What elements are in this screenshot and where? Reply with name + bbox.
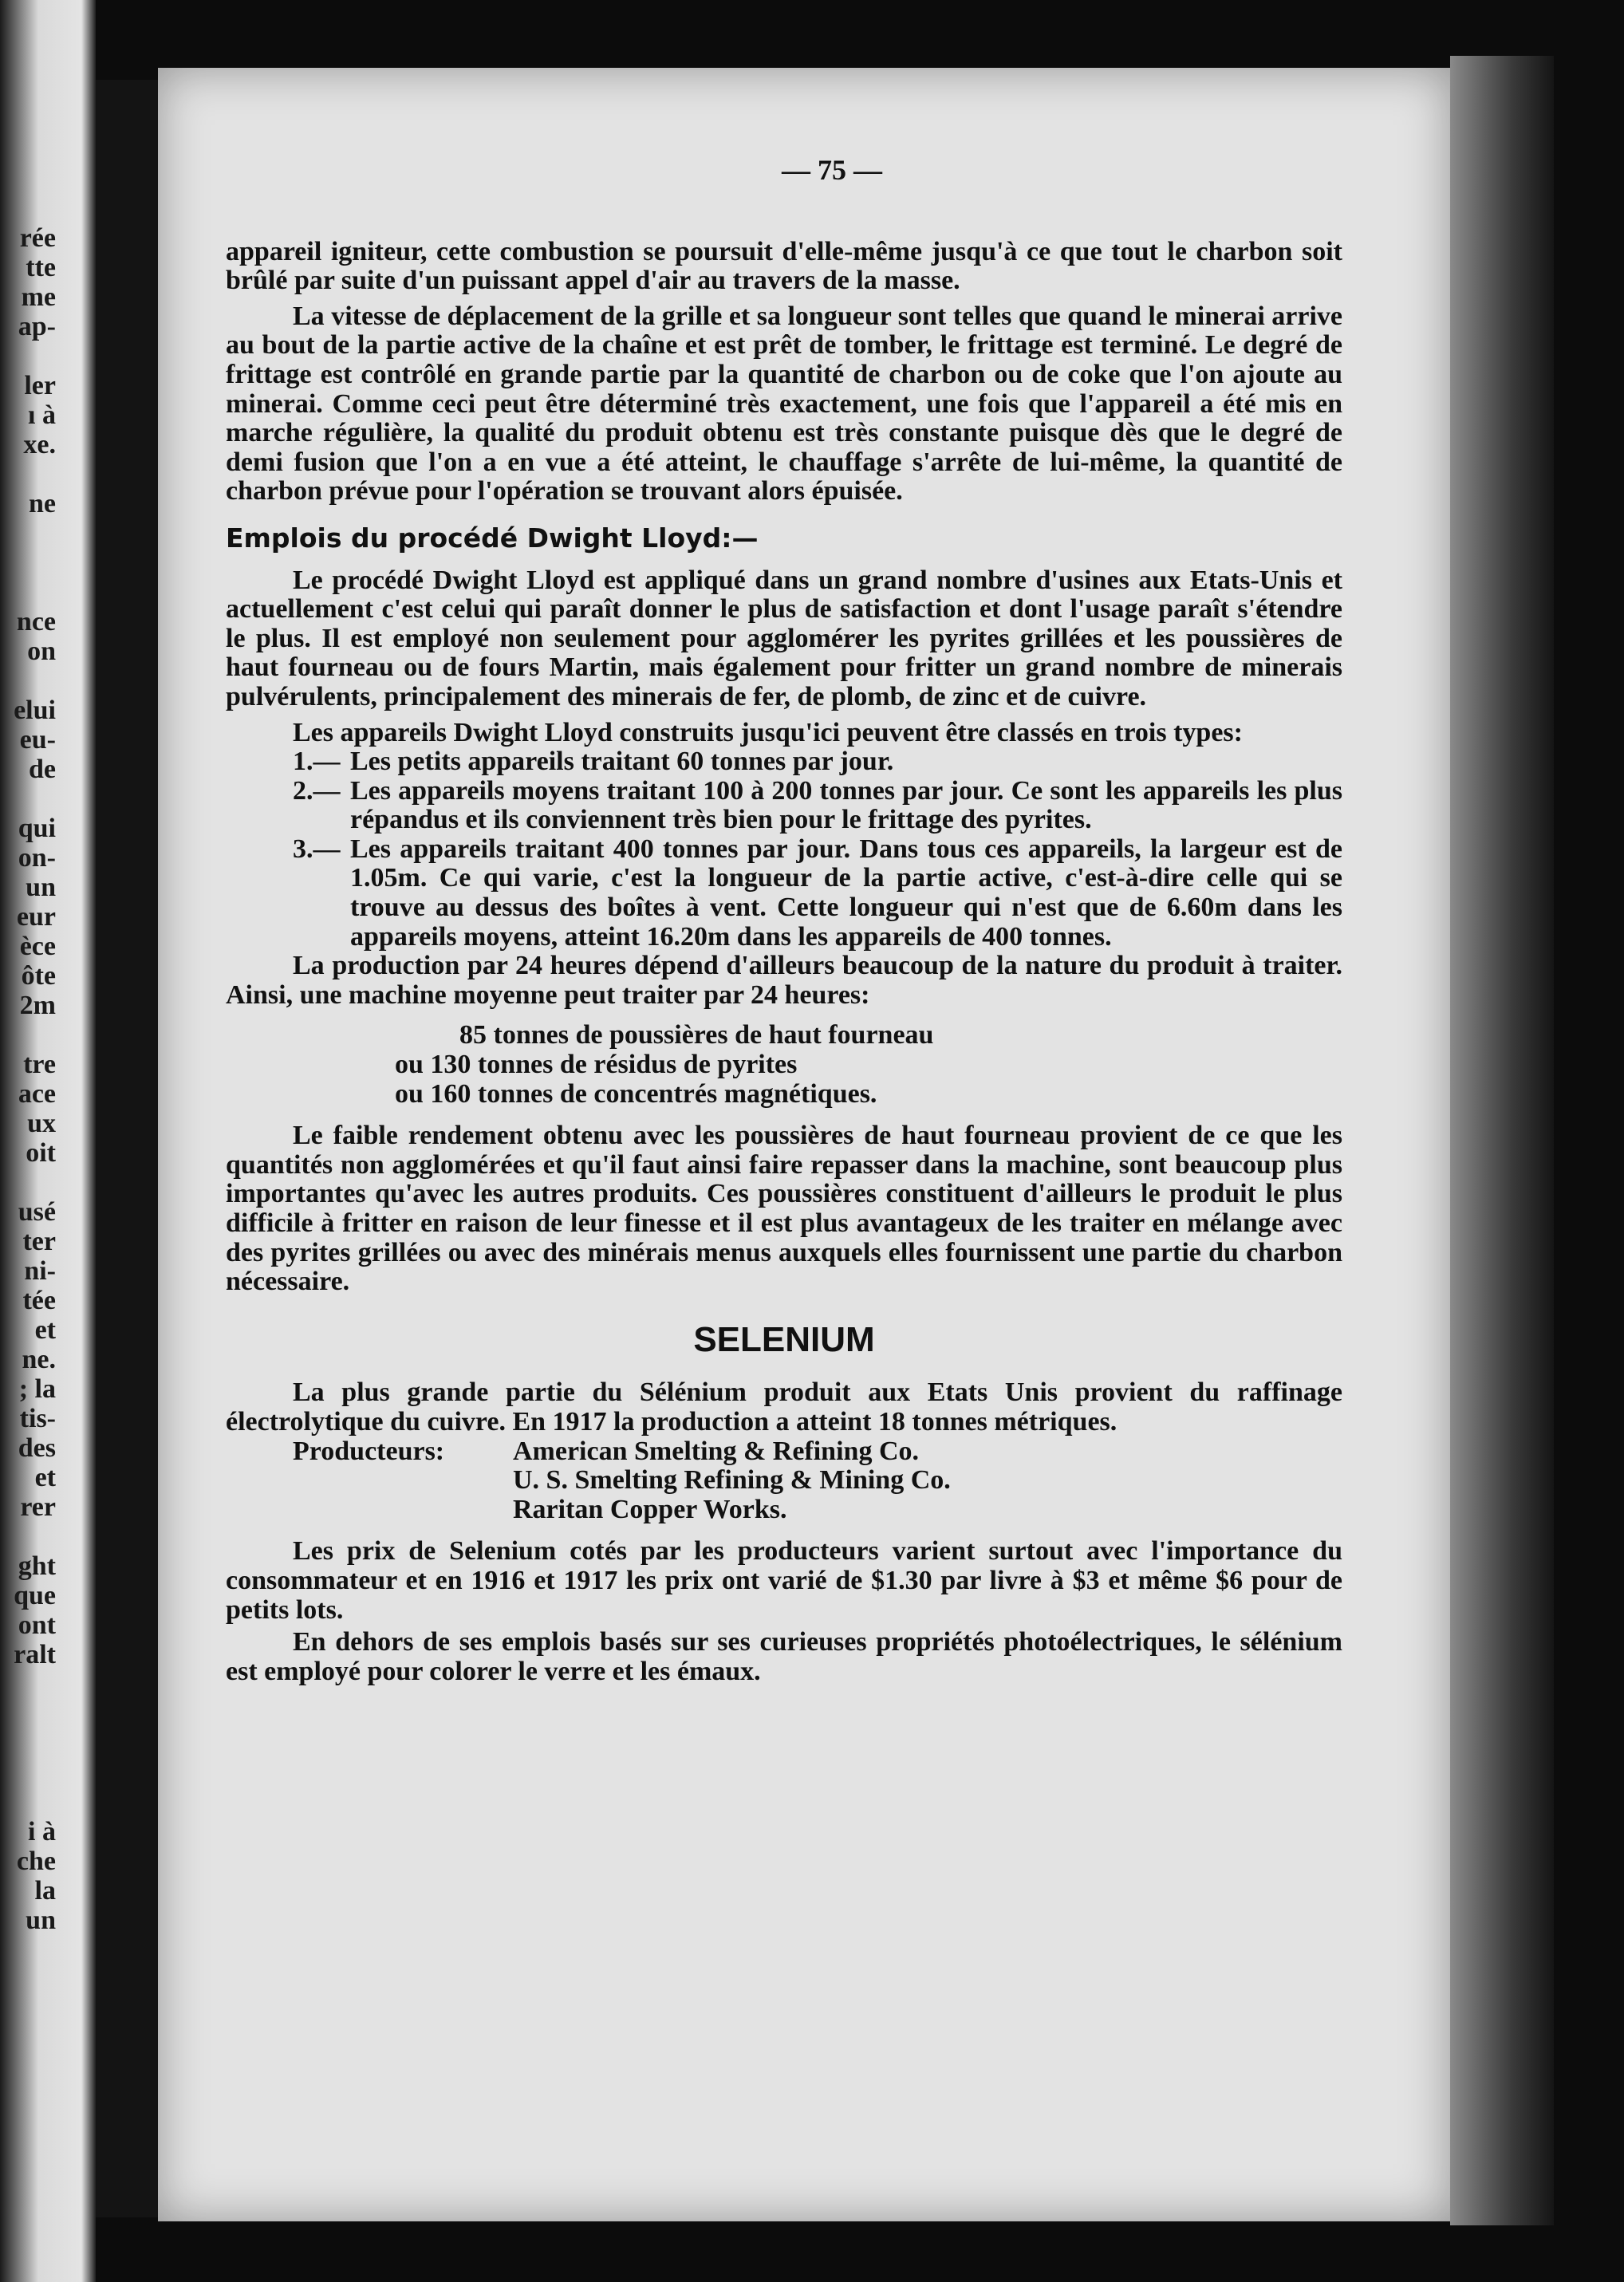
adjacent-page-line: tre — [23, 1050, 56, 1079]
producer-row — [226, 1466, 1342, 1496]
adjacent-page-line — [0, 1020, 56, 1050]
list-text: Les appareils traitant 400 tonnes par jour. Dans tous ces appareils, la largeur est de 1.05m. Ce qui varie, c'est la longueur de la partie active, c'est-à-dire celle qui se trouve au dessus des boîtes à vent. Cette longueur qui n'est que de 6.60m dans les appareils moyens, atteint 16.20m dans les appareils de 400 tonnes. — [350, 834, 1342, 952]
adjacent-page-line: un — [26, 873, 56, 902]
paragraph-grille-speed: La vitesse de déplacement de la grille et sa longueur sont telles que quand le minerai arrive au bout de la partie active de la chaîne et est prêt de tomber, le frittage est terminé. Le degré de frittage est contrôlé en grande partie par la quantité de charbon ou de coke que l'on ajoute au minerai. Comme ceci peut être déterminé très exactement, une fois que l'appareil a été mis en marche régulière, la qualité du produit obtenu est très constante puisque dès que le degré de demi fusion que l'on a en vue a été atteint, le chauffage s'arrête de lui-même, la quantité de charbon prévue pour l'opération se trouvant alors épuisée. — [226, 301, 1342, 506]
adjacent-page-line: rer — [20, 1492, 56, 1522]
production-line: ou 160 tonnes de concentrés magnétiques. — [395, 1078, 877, 1109]
adjacent-page-line — [0, 784, 56, 814]
adjacent-page-line: la — [34, 1876, 56, 1906]
paragraph-selenium-uses: En dehors de ses emplois basés sur ses curieuses propriétés photoélectriques, le sélénium est employé pour colorer le verre et les émaux. — [226, 1627, 1342, 1686]
adjacent-page-line: ne. — [22, 1345, 56, 1374]
adjacent-page-line: on- — [18, 843, 56, 873]
adjacent-page-line: on — [27, 637, 56, 666]
adjacent-page-line: ont — [18, 1610, 56, 1640]
adjacent-page-line: des — [18, 1433, 56, 1463]
list-number: 1.— — [293, 747, 341, 777]
adjacent-page-line: xe. — [23, 430, 56, 459]
adjacent-page-line: que — [14, 1581, 56, 1610]
adjacent-page-line: tte — [26, 253, 56, 282]
adjacent-page-line: tis- — [19, 1404, 56, 1433]
adjacent-page-line — [0, 459, 56, 489]
list-number: 3.— — [293, 834, 341, 864]
adjacent-page-line: et — [34, 1463, 56, 1492]
adjacent-page-line: ; la — [18, 1374, 56, 1404]
producer-name: American Smelting & Refining Co. — [513, 1436, 920, 1466]
adjacent-page-line — [0, 1758, 56, 1787]
paragraph-low-yield: Le faible rendement obtenu avec les poussières de haut fourneau provient de ce que les quantités non agglomérées et qu'il faut ainsi faire repasser dans la machine, sont beaucoup plus importantes qu'avec les autres produits. Ces poussières constituent d'ailleurs le produit le plus difficile à fritter en raison de leur finesse et il est plus avantageux de les traiter en mélange avec des pyrites grillées ou avec des minérais menus auxquels elles fournissent une partie du charbon nécessaire. — [226, 1121, 1342, 1297]
list-item — [293, 747, 1342, 777]
page-right-edge — [1450, 56, 1554, 2225]
adjacent-page-line — [0, 1522, 56, 1551]
adjacent-page-line — [0, 577, 56, 607]
section-heading: Emplois du procédé Dwight Lloyd:— — [226, 522, 759, 554]
adjacent-page-line — [0, 548, 56, 577]
adjacent-page-line — [0, 1787, 56, 1817]
adjacent-page-line: elui — [14, 696, 56, 725]
adjacent-page-line: tée — [22, 1286, 56, 1315]
paragraph-dwight-lloyd-usage: Le procédé Dwight Lloyd est appliqué dans un grand nombre d'usines aux Etats-Unis et actuellement c'est celui qui paraît donner le plus de satisfaction et dont l'usage paraît s'étendre le plus. Il est employé non seulement pour agglomérer les pyrites grillées et les poussières de haut fourneau ou de fours Martin, mais également pour fritter un grand nombre de minerais pulvérulents, principalement des minerais de fer, de plomb, de zinc et de cuivre. — [226, 565, 1342, 711]
paragraph-continuation: appareil igniteur, cette combustion se poursuit d'elle-même jusqu'à ce que tout le charbon soit brûlé par suite d'un puissant appel d'air au travers de la masse. — [226, 236, 1342, 296]
book-binding-shadow — [96, 80, 160, 2217]
adjacent-page-line — [0, 1699, 56, 1728]
paragraph-selenium-prices: Les prix de Selenium cotés par les producteurs varient surtout avec l'importance du consommateur et en 1916 et 1917 les prix ont varié de $1.30 par livre à $3 et même $6 pour de petits lots. — [226, 1536, 1342, 1625]
paragraph-appliance-types: Les appareils Dwight Lloyd construits jusqu'ici peuvent être classés en trois types: — [293, 717, 1243, 747]
adjacent-page-line: ter — [22, 1227, 56, 1256]
adjacent-page-line: èce — [19, 932, 56, 961]
production-line: ou 130 tonnes de résidus de pyrites — [395, 1050, 798, 1080]
producer-row — [226, 1437, 1342, 1467]
list-number: 2.— — [293, 775, 341, 806]
adjacent-page-line: rée — [19, 223, 56, 253]
producer-name: Raritan Copper Works. — [513, 1494, 787, 1524]
adjacent-page-line: ap- — [18, 312, 56, 341]
adjacent-page-line: i à — [28, 1817, 56, 1846]
adjacent-page-line: ôte — [21, 961, 56, 991]
adjacent-page-line: me — [21, 282, 56, 312]
adjacent-page-line: ght — [18, 1551, 56, 1581]
adjacent-page-line — [0, 1168, 56, 1197]
adjacent-page-line: ux — [27, 1109, 56, 1138]
adjacent-page-line: ralt — [14, 1640, 56, 1669]
adjacent-page-text-fragment — [0, 223, 56, 1935]
producer-name: U. S. Smelting Refining & Mining Co. — [513, 1465, 951, 1496]
adjacent-page-line: qui — [18, 814, 56, 843]
list-text: Les appareils moyens traitant 100 à 200 tonnes par jour. Ce sont les appareils les plus répandus et ils conviennent très bien pour le frittage des pyrites. — [350, 775, 1342, 835]
adjacent-page-line: oit — [26, 1138, 56, 1168]
adjacent-page-line — [0, 1669, 56, 1699]
adjacent-page-line: ne — [29, 489, 56, 518]
production-line: 85 tonnes de poussières de haut fourneau — [459, 1020, 934, 1050]
adjacent-page-line: eur — [16, 902, 56, 932]
adjacent-page-line: ler — [24, 371, 56, 400]
adjacent-page-line — [0, 341, 56, 371]
producers-label: Producteurs: — [293, 1436, 445, 1466]
adjacent-page-line: et — [34, 1315, 56, 1345]
list-item — [293, 777, 1342, 835]
adjacent-page-line: ace — [18, 1079, 56, 1109]
adjacent-page-line — [0, 1728, 56, 1758]
page-text — [226, 156, 1342, 1686]
paragraph-production: La production par 24 heures dépend d'ailleurs beaucoup de la nature du produit à traiter. Ainsi, une machine moyenne peut traiter par 24 heures: — [226, 951, 1342, 1010]
adjacent-page-line: eu- — [19, 725, 56, 755]
producers-block — [226, 1437, 1342, 1525]
paragraph-selenium-source: La plus grande partie du Sélénium produit aux Etats Unis provient du raffinage électrolytique du cuivre. En 1917 la production a atteint 18 tonnes métriques. — [226, 1377, 1342, 1437]
adjacent-page-line — [0, 666, 56, 696]
adjacent-page-line — [0, 518, 56, 548]
adjacent-page-line: ı à — [28, 400, 56, 430]
adjacent-page-line: un — [26, 1906, 56, 1935]
adjacent-page-line: usé — [18, 1197, 56, 1227]
list-item — [293, 835, 1342, 952]
selenium-heading: SELENIUM — [693, 1319, 875, 1359]
list-text: Les petits appareils traitant 60 tonnes par jour. — [350, 747, 894, 777]
adjacent-page-line: ni- — [24, 1256, 56, 1286]
adjacent-page-line: nce — [16, 607, 56, 637]
producer-row — [226, 1496, 1342, 1525]
page-number: — 75 — — [782, 154, 882, 186]
adjacent-page-line: 2m — [19, 991, 56, 1020]
adjacent-page-line: che — [16, 1846, 56, 1876]
appliance-types-list — [226, 747, 1342, 952]
adjacent-page-line: de — [29, 755, 56, 784]
production-list — [226, 1021, 1342, 1109]
